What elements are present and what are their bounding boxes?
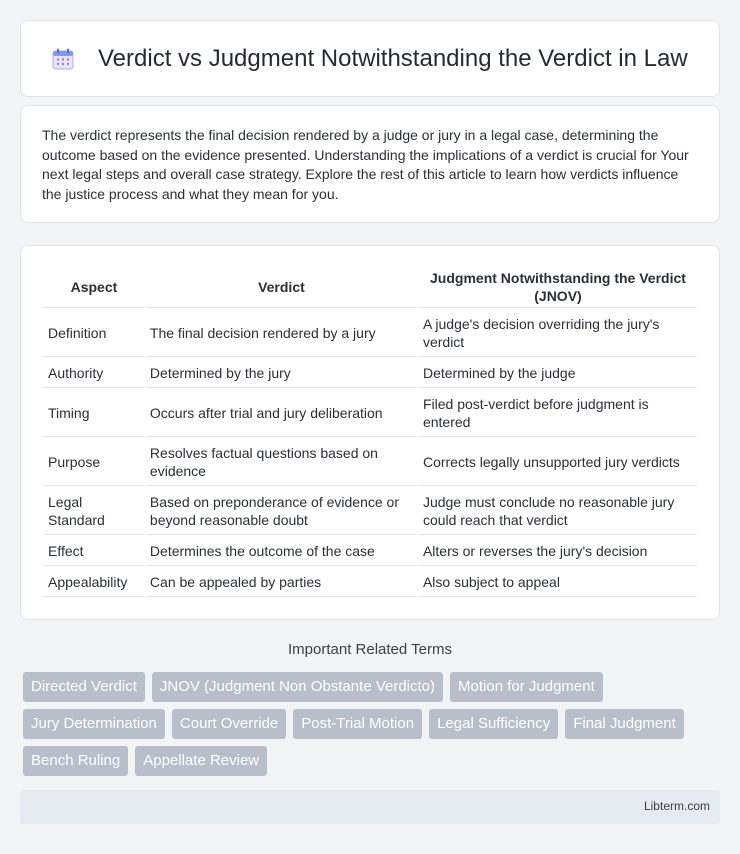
tag-appellate-review[interactable]: Appellate Review — [135, 746, 267, 776]
table-row — [44, 359, 697, 388]
row-aspect: Definition — [44, 310, 144, 357]
header-card — [20, 20, 720, 97]
comparison-table — [42, 264, 699, 599]
footer-bar — [20, 790, 720, 824]
table-header-row — [44, 266, 697, 308]
tag-motion-for-judgment[interactable]: Motion for Judgment — [450, 672, 603, 702]
row-aspect: Appealability — [44, 568, 144, 597]
page-title: Verdict vs Judgment Notwithstanding the Verdict in Law — [98, 45, 688, 72]
header-jnov: Judgment Notwithstanding the Verdict (JNOV) — [419, 266, 697, 308]
related-terms-heading: Important Related Terms — [288, 641, 452, 658]
intro-card — [20, 105, 720, 223]
table-row — [44, 310, 697, 357]
tag-jnov[interactable]: JNOV (Judgment Non Obstante Verdicto) — [152, 672, 443, 702]
tag-legal-sufficiency[interactable]: Legal Sufficiency — [429, 709, 558, 739]
header-verdict: Verdict — [146, 266, 417, 308]
row-aspect: Timing — [44, 390, 144, 437]
row-jnov: A judge's decision overriding the jury's verdict — [419, 310, 697, 357]
tag-post-trial-motion[interactable]: Post-Trial Motion — [293, 709, 422, 739]
calendar-icon — [51, 47, 75, 71]
tag-bench-ruling[interactable]: Bench Ruling — [23, 746, 128, 776]
row-aspect: Authority — [44, 359, 144, 388]
row-verdict: Determined by the jury — [146, 359, 417, 388]
tag-court-override[interactable]: Court Override — [172, 709, 286, 739]
row-aspect: Legal Standard — [44, 488, 144, 535]
tag-final-judgment[interactable]: Final Judgment — [565, 709, 684, 739]
row-verdict: The final decision rendered by a jury — [146, 310, 417, 357]
row-jnov: Corrects legally unsupported jury verdicts — [419, 439, 697, 486]
comparison-table-card — [20, 245, 720, 620]
row-jnov: Determined by the judge — [419, 359, 697, 388]
row-verdict: Based on preponderance of evidence or beyond reasonable doubt — [146, 488, 417, 535]
table-row — [44, 537, 697, 566]
header-aspect: Aspect — [44, 266, 144, 308]
row-jnov: Also subject to appeal — [419, 568, 697, 597]
footer-site-link[interactable]: Libterm.com — [643, 799, 710, 813]
table-row — [44, 439, 697, 486]
row-jnov: Alters or reverses the jury's decision — [419, 537, 697, 566]
row-verdict: Determines the outcome of the case — [146, 537, 417, 566]
intro-paragraph: The verdict represents the final decision rendered by a judge or jury in a legal case, determining the outcome based on the evidence presented. Understanding the implications of a verdict is crucial for Your next legal steps and overall case strategy. Explore the rest of this article to learn how verdicts influence the justice process and what they mean for you. — [42, 127, 689, 202]
row-verdict: Resolves factual questions based on evidence — [146, 439, 417, 486]
row-verdict: Occurs after trial and jury deliberation — [146, 390, 417, 437]
row-aspect: Effect — [44, 537, 144, 566]
row-jnov: Judge must conclude no reasonable jury could reach that verdict — [419, 488, 697, 535]
table-row — [44, 390, 697, 437]
tag-directed-verdict[interactable]: Directed Verdict — [23, 672, 145, 702]
table-row — [44, 488, 697, 535]
tag-jury-determination[interactable]: Jury Determination — [23, 709, 165, 739]
table-row — [44, 568, 697, 597]
row-verdict: Can be appealed by parties — [146, 568, 417, 597]
row-aspect: Purpose — [44, 439, 144, 486]
related-terms-list — [23, 672, 713, 776]
row-jnov: Filed post-verdict before judgment is entered — [419, 390, 697, 437]
